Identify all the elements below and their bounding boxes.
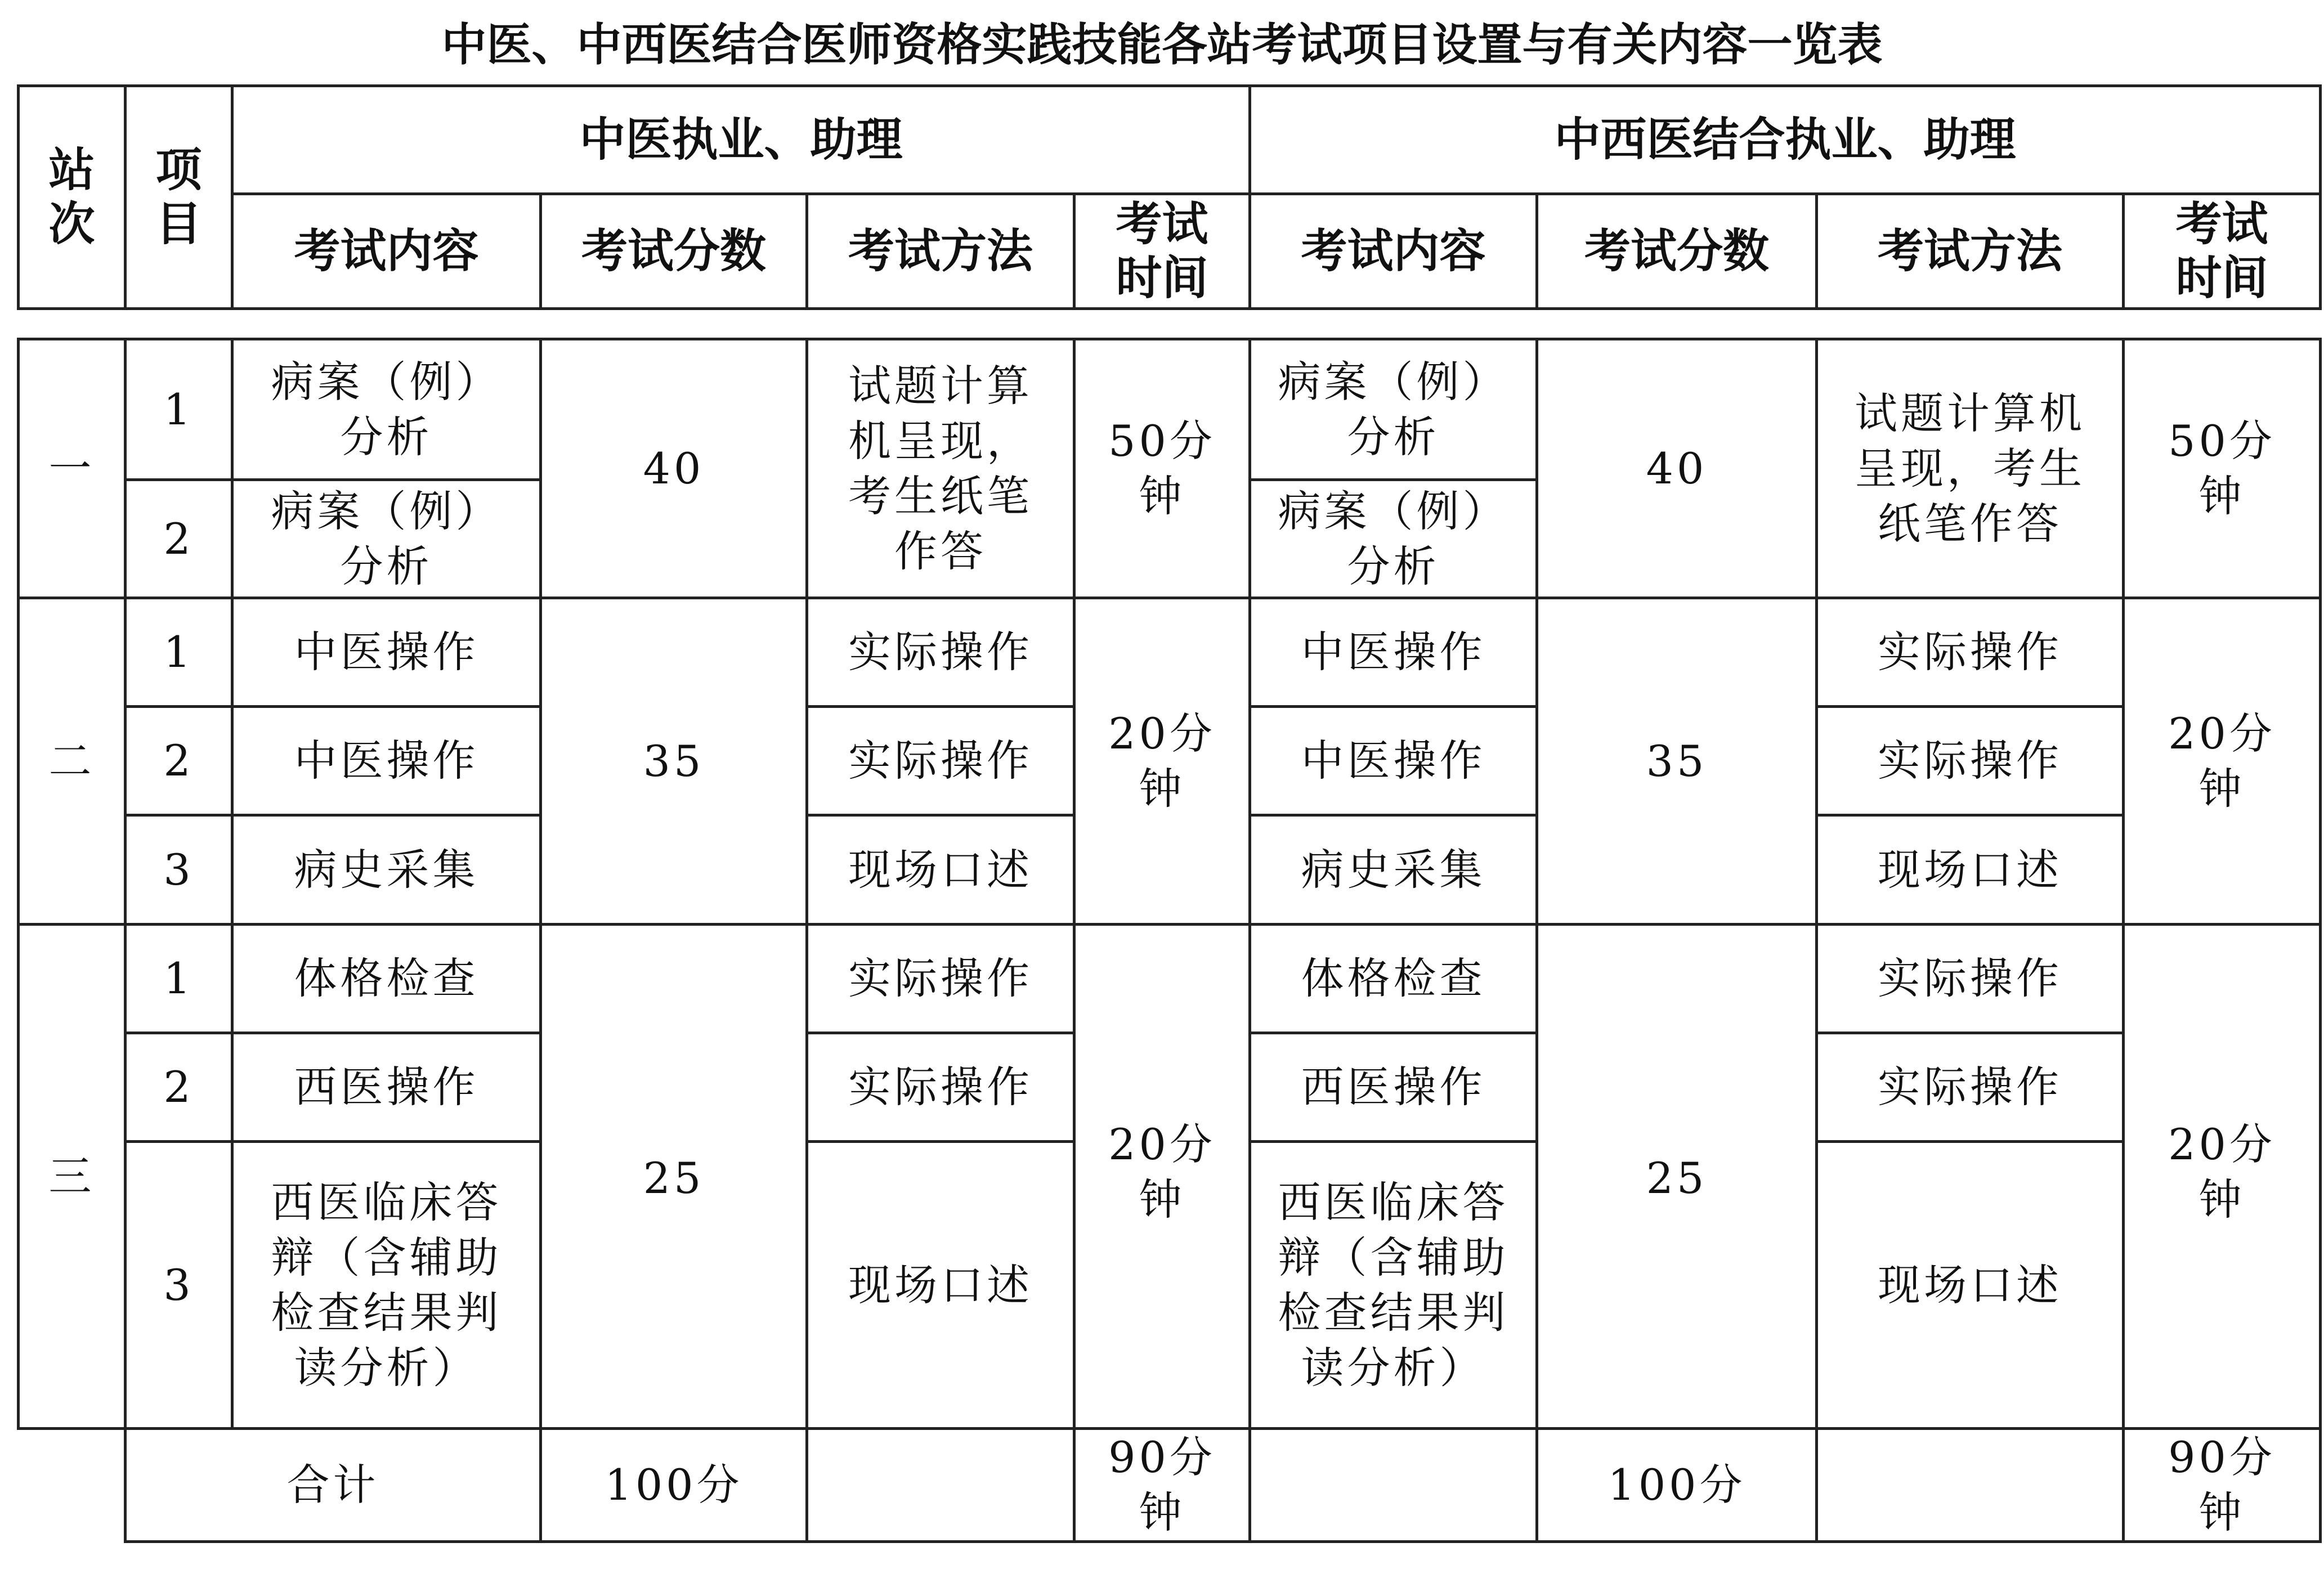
tcm-method: 现场口述 <box>807 815 1074 925</box>
item-number: 3 <box>126 1142 232 1429</box>
tcm-method: 实际操作 <box>807 598 1074 707</box>
int-score: 40 <box>1537 339 1817 598</box>
header-tcm-time: 考试时间 <box>1074 194 1250 309</box>
tcm-content: 西医临床答辩（含辅助检查结果判读分析） <box>232 1142 541 1429</box>
total-station-empty <box>19 1429 126 1542</box>
header-station: 站次 <box>19 86 126 309</box>
header-group-tcm: 中医执业、助理 <box>232 86 1250 194</box>
int-method: 实际操作 <box>1817 707 2124 815</box>
int-method: 实际操作 <box>1817 598 2124 707</box>
tcm-score: 35 <box>541 598 807 925</box>
tcm-method: 试题计算机呈现，考生纸笔作答 <box>807 339 1074 598</box>
exam-table <box>17 338 2322 1543</box>
int-content: 中医操作 <box>1250 707 1537 815</box>
total-label: 合计 <box>126 1429 541 1542</box>
tcm-content: 中医操作 <box>232 707 541 815</box>
tcm-method: 现场口述 <box>807 1142 1074 1429</box>
total-row <box>19 1429 2321 1542</box>
header-table <box>17 84 2322 310</box>
int-content: 西医临床答辩（含辅助检查结果判读分析） <box>1250 1142 1537 1429</box>
header-tcm-method: 考试方法 <box>807 194 1074 309</box>
station-name: 二 <box>19 598 126 925</box>
tcm-score: 40 <box>541 339 807 598</box>
int-content: 病案（例）分析 <box>1250 480 1537 598</box>
header-int-time: 考试时间 <box>2124 194 2321 309</box>
header-int-score: 考试分数 <box>1537 194 1817 309</box>
item-number: 2 <box>126 707 232 815</box>
int-content: 病史采集 <box>1250 815 1537 925</box>
header-tcm-content: 考试内容 <box>232 194 541 309</box>
int-time: 20分钟 <box>2124 925 2321 1429</box>
total-int-method-empty <box>1817 1429 2124 1542</box>
int-method: 实际操作 <box>1817 1033 2124 1142</box>
tcm-method: 实际操作 <box>807 925 1074 1033</box>
total-int-content-empty <box>1250 1429 1537 1542</box>
item-number: 1 <box>126 339 232 480</box>
int-method: 实际操作 <box>1817 925 2124 1033</box>
tcm-method: 实际操作 <box>807 707 1074 815</box>
item-number: 1 <box>126 598 232 707</box>
total-tcm-time: 90分钟 <box>1074 1429 1250 1542</box>
total-tcm-score: 100分 <box>541 1429 807 1542</box>
header-tcm-score: 考试分数 <box>541 194 807 309</box>
table-row <box>19 925 2321 1033</box>
int-time: 20分钟 <box>2124 598 2321 925</box>
int-content: 病案（例）分析 <box>1250 339 1537 480</box>
int-score: 35 <box>1537 598 1817 925</box>
tcm-method: 实际操作 <box>807 1033 1074 1142</box>
int-time: 50分钟 <box>2124 339 2321 598</box>
table-row <box>19 339 2321 480</box>
tcm-content: 中医操作 <box>232 598 541 707</box>
tcm-content: 体格检查 <box>232 925 541 1033</box>
header-group-integrated: 中西医结合执业、助理 <box>1250 86 2321 194</box>
int-content: 中医操作 <box>1250 598 1537 707</box>
int-method: 现场口述 <box>1817 815 2124 925</box>
header-int-method: 考试方法 <box>1817 194 2124 309</box>
tcm-time: 20分钟 <box>1074 925 1250 1429</box>
tcm-score: 25 <box>541 925 807 1429</box>
int-method: 试题计算机呈现，考生纸笔作答 <box>1817 339 2124 598</box>
header-item: 项目 <box>126 86 232 309</box>
total-tcm-method-empty <box>807 1429 1074 1542</box>
header-int-content: 考试内容 <box>1250 194 1537 309</box>
item-number: 2 <box>126 1033 232 1142</box>
station-name: 一 <box>19 339 126 598</box>
tcm-content: 病案（例）分析 <box>232 339 541 480</box>
total-int-score: 100分 <box>1537 1429 1817 1542</box>
total-int-time: 90分钟 <box>2124 1429 2321 1542</box>
int-content: 体格检查 <box>1250 925 1537 1033</box>
station-name: 三 <box>19 925 126 1429</box>
int-score: 25 <box>1537 925 1817 1429</box>
tcm-time: 20分钟 <box>1074 598 1250 925</box>
item-number: 3 <box>126 815 232 925</box>
item-number: 1 <box>126 925 232 1033</box>
tcm-content: 病案（例）分析 <box>232 480 541 598</box>
tcm-content: 病史采集 <box>232 815 541 925</box>
page-title: 中医、中西医结合医师资格实践技能各站考试项目设置与有关内容一览表 <box>441 19 1883 71</box>
tcm-time: 50分钟 <box>1074 339 1250 598</box>
item-number: 2 <box>126 480 232 598</box>
table-row <box>19 598 2321 707</box>
tcm-content: 西医操作 <box>232 1033 541 1142</box>
int-content: 西医操作 <box>1250 1033 1537 1142</box>
int-method: 现场口述 <box>1817 1142 2124 1429</box>
